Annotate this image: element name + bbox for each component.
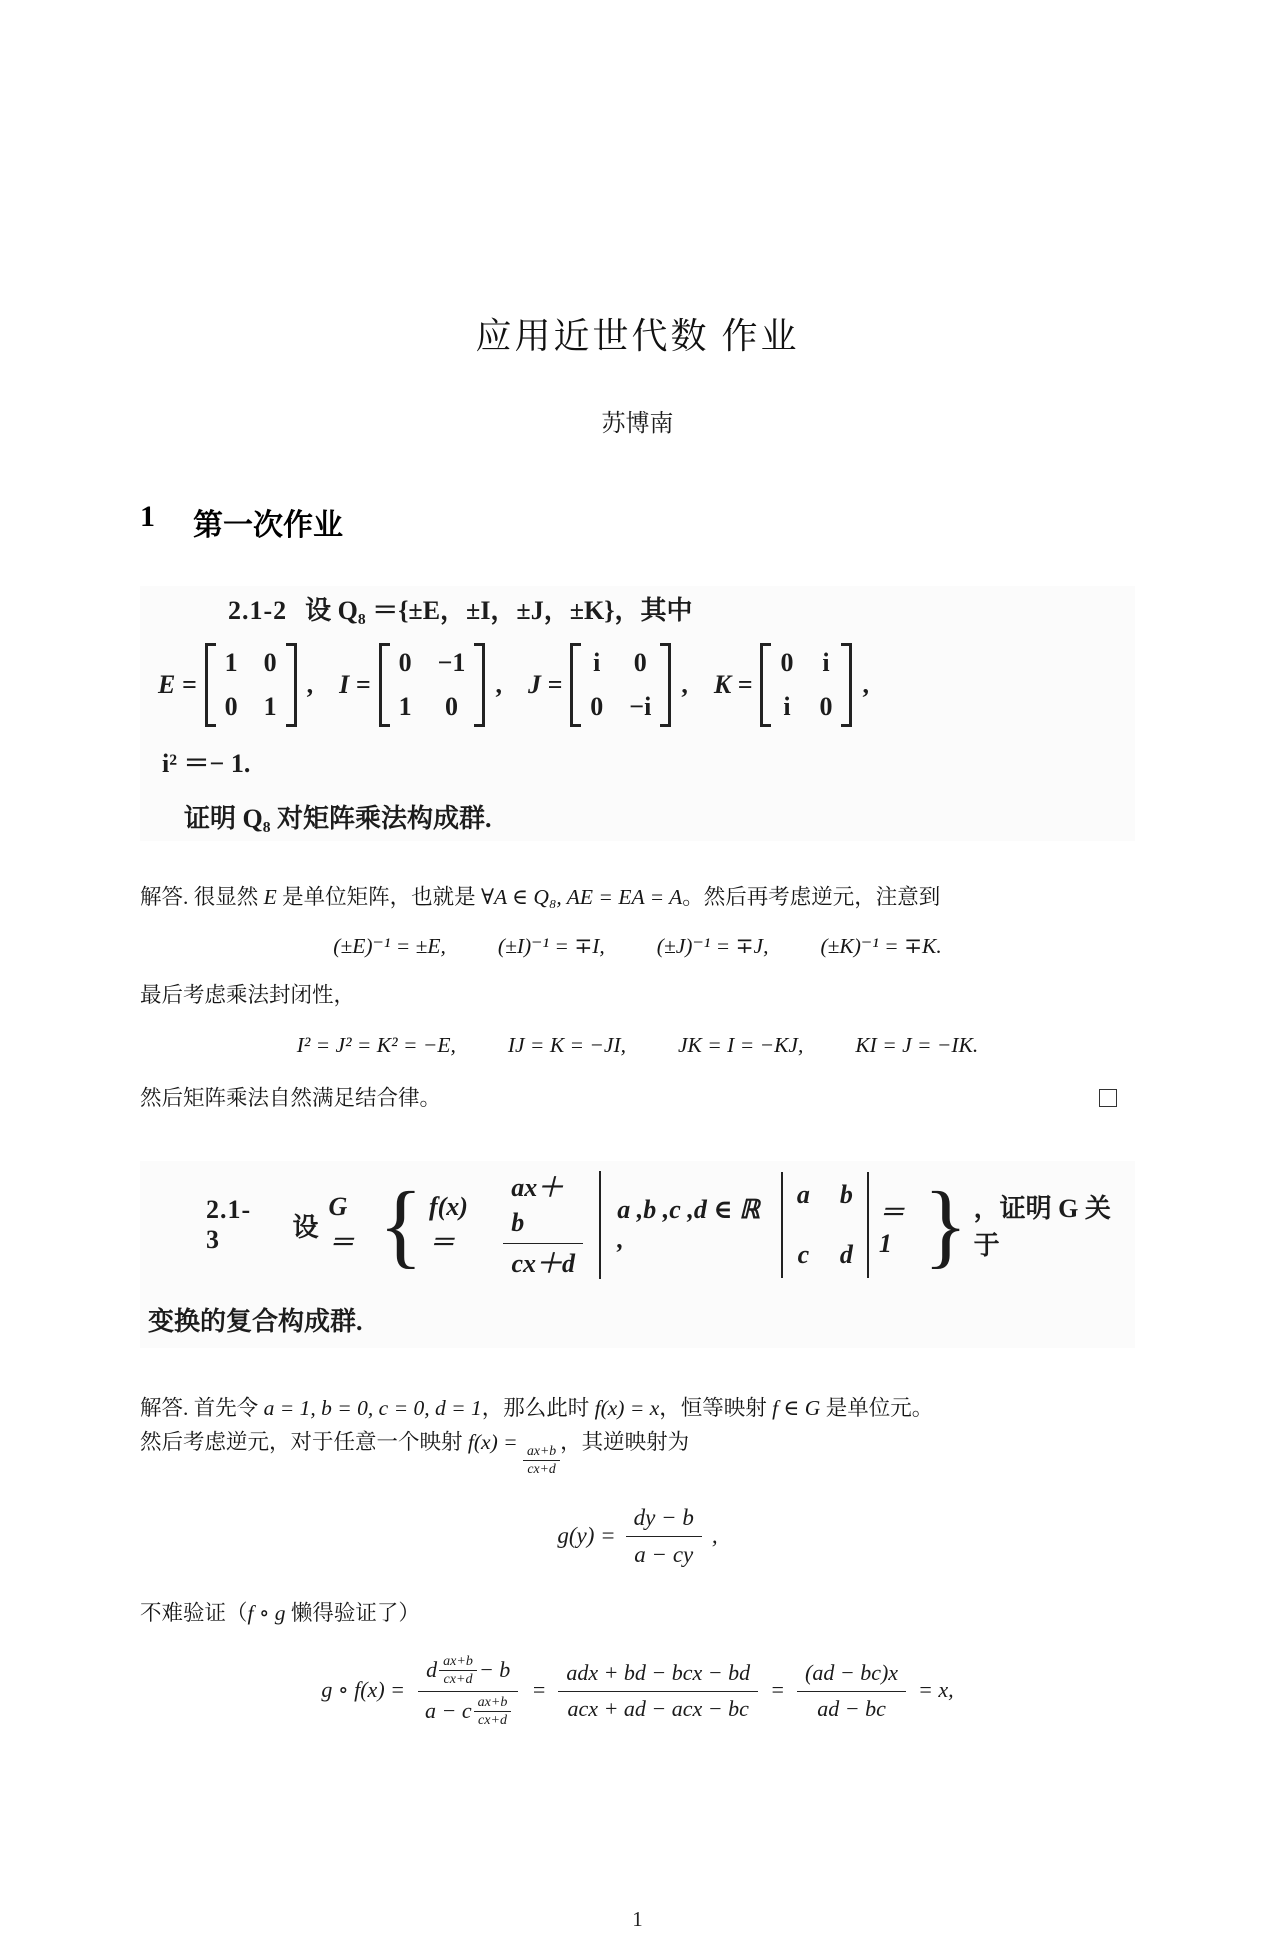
matrix-separator: , — [862, 670, 869, 699]
fraction-dy-b — [626, 1501, 702, 1570]
determinant-entry: d — [839, 1240, 853, 1270]
math-run: d — [426, 1657, 438, 1683]
matrix-entry: −1 — [437, 648, 466, 677]
fraction-denominator: a − cy — [634, 1542, 694, 1568]
matrix-entry: 0 — [633, 648, 647, 677]
matrix-body — [205, 643, 297, 727]
fraction-compound — [417, 1652, 519, 1729]
fraction-numerator: ax+b — [474, 1694, 512, 1712]
determinant — [781, 1172, 869, 1278]
matrix-entry: 0 — [224, 692, 238, 721]
text-run: 然后矩阵乘法自然满足结合律。 — [140, 1085, 442, 1110]
problem-2-1-3-statement-line2: 变换的复合构成群. — [148, 1307, 363, 1337]
determinant-entry: a — [796, 1180, 810, 1210]
fraction-denominator: cx＋d — [511, 1249, 575, 1279]
matrix-entry: 0 — [590, 692, 604, 721]
solution-2-1-2-paragraph-1 — [140, 881, 1135, 914]
page-number: 1 — [632, 1907, 643, 1931]
math-run: ＝1 — [878, 1197, 905, 1258]
fraction-denominator — [417, 1692, 519, 1729]
page-content — [0, 308, 1275, 1728]
text-run: 然后考虑逆元，对于任意一个映射 — [140, 1429, 468, 1454]
text-run: 懒得验证了） — [285, 1600, 420, 1625]
i-squared-line: i² ＝− 1. — [162, 749, 251, 778]
problem-label: 2.1-2 — [228, 596, 288, 625]
text-run: 是单位元。 — [820, 1396, 934, 1421]
math-run: ∀A ∈ Q₈, AE = EA = A — [481, 885, 683, 909]
fraction-simplified — [797, 1657, 906, 1723]
equation-lhs: g ∘ f(x) = — [321, 1677, 405, 1703]
matrix-entry: 0 — [780, 648, 794, 677]
bracket-right — [660, 643, 671, 727]
fraction-denominator: acx + ad − acx − bc — [567, 1695, 749, 1721]
equals-sign: = — [770, 1677, 786, 1703]
fraction-ax-b-cx-d — [503, 1169, 583, 1281]
equation-term: KI = J = −IK. — [855, 1032, 979, 1057]
math-run: a = 1, b = 0, c = 0, d = 1 — [263, 1396, 482, 1421]
section-title: 第一次作业 — [193, 509, 343, 542]
matrix-body — [379, 643, 486, 727]
text-run: 解答. 很显然 — [140, 885, 264, 909]
equation-tail: = x, — [918, 1677, 954, 1703]
matrix-separator: , — [681, 670, 688, 699]
section-number: 1 — [140, 500, 155, 533]
math-run: E — [263, 885, 277, 909]
matrix-E — [158, 643, 313, 727]
fraction-numerator: ax+b — [439, 1653, 477, 1671]
fraction-numerator: (ad − bc)x — [797, 1657, 906, 1692]
equation-term: (±K)⁻¹ = ∓K. — [820, 934, 942, 959]
solution-2-1-2-conclusion — [140, 1082, 1135, 1115]
matrix-entry: i — [593, 648, 601, 677]
matrix-entry: 0 — [398, 648, 412, 677]
fraction-expanded — [558, 1657, 758, 1723]
matrix-entry: i — [783, 692, 791, 721]
bracket-left — [570, 643, 581, 727]
fraction-denominator: cx+d — [478, 1711, 508, 1728]
fraction-numerator — [418, 1652, 518, 1692]
text-run: ，恒等映射 — [659, 1396, 773, 1421]
bracket-left — [379, 643, 390, 727]
equation-term: I² = J² = K² = −E, — [296, 1032, 456, 1057]
math-run: a − c — [425, 1698, 472, 1724]
matrix-entry: 0 — [819, 692, 833, 721]
section-heading — [140, 500, 1135, 544]
equation-lhs: g(y) = — [557, 1522, 616, 1548]
equation-term: (±J)⁻¹ = ∓J, — [656, 934, 769, 959]
text-run: ，其逆映射为 — [560, 1429, 690, 1454]
matrix-J — [528, 643, 688, 727]
determinant-entry: b — [839, 1180, 853, 1210]
determinant-entry: c — [797, 1240, 810, 1270]
text-run: 。然后再考虑逆元，注意到 — [682, 885, 941, 909]
bracket-right — [474, 643, 485, 727]
inline-fraction — [439, 1653, 477, 1688]
solution-2-1-2-paragraph-2: 最后考虑乘法封闭性， — [140, 983, 356, 1008]
equation-term: JK = I = −KJ, — [678, 1032, 804, 1057]
verification-note — [140, 1597, 1135, 1630]
bracket-left — [760, 643, 771, 727]
matrix-name: J = — [527, 670, 563, 699]
bracket-left — [205, 643, 216, 727]
fraction-numerator: dy − b — [626, 1501, 702, 1537]
equation-term: (±E)⁻¹ = ±E, — [333, 934, 446, 959]
equation-inverse-map — [140, 1501, 1135, 1570]
matrix-entry: −i — [629, 692, 652, 721]
math-run: f(x) = x — [594, 1396, 660, 1421]
set-condition-bar — [599, 1171, 601, 1279]
fraction-numerator: ax＋b — [503, 1169, 583, 1244]
problem-label: 2.1-3 — [206, 1195, 252, 1255]
inline-fraction — [523, 1443, 560, 1477]
math-run: f ∈ G — [772, 1396, 821, 1421]
math-run: a ,b ,c ,d ∈ ℝ , — [617, 1195, 760, 1255]
matrix-separator: , — [495, 670, 502, 699]
equation-term: (±I)⁻¹ = ∓I, — [497, 934, 605, 959]
matrix-entry: 0 — [263, 648, 277, 677]
fraction-denominator: cx+d — [443, 1670, 473, 1687]
problem-statement-text: 设 Q₈ ＝{±E，±I，±J，±K}，其中 — [305, 596, 693, 625]
qed-box — [1099, 1089, 1117, 1107]
math-run: G＝ — [328, 1191, 355, 1257]
document-title: 应用近世代数 作业 — [475, 316, 800, 356]
problem-2-1-2-statement — [140, 590, 1135, 627]
bracket-right — [841, 643, 852, 727]
math-run: f ∘ g — [247, 1600, 286, 1625]
equation-composition — [140, 1652, 1135, 1729]
document-page — [0, 308, 1275, 1958]
equation-term: IJ = K = −JI, — [507, 1032, 627, 1057]
problem-2-1-3 — [140, 1161, 1135, 1348]
equals-sign: = — [531, 1677, 547, 1703]
matrix-body — [570, 643, 671, 727]
matrix-separator: , — [306, 670, 314, 699]
document-author: 苏博南 — [601, 411, 674, 437]
text-run: 解答. 首先令 — [140, 1396, 264, 1421]
text-run: 设 — [292, 1212, 319, 1242]
text-run: 不难验证（ — [140, 1600, 248, 1625]
text-run: 是单位矩阵，也就是 — [276, 885, 482, 909]
equation-inverses — [140, 934, 1135, 959]
equation-closure — [140, 1033, 1135, 1058]
bracket-right — [286, 643, 297, 727]
equation-tail: , — [711, 1522, 718, 1548]
problem-2-1-2 — [140, 586, 1135, 841]
matrix-definitions-row — [140, 643, 1135, 727]
matrix-I — [339, 643, 502, 727]
fraction-numerator: adx + bd − bcx − bd — [558, 1657, 758, 1692]
text-run: ，证明 G 关于 — [973, 1194, 1111, 1261]
matrix-entry: 1 — [224, 648, 238, 677]
matrix-name: E = — [158, 670, 197, 699]
fraction-denominator: cx+d — [527, 1460, 556, 1476]
matrix-K — [714, 643, 869, 727]
solution-2-1-3-paragraph-1 — [140, 1392, 1135, 1477]
text-run: ，那么此时 — [481, 1396, 595, 1421]
math-run: − b — [478, 1657, 511, 1683]
math-run: f(x) = — [467, 1429, 518, 1454]
math-run: f(x)＝ — [428, 1191, 468, 1257]
inline-fraction — [474, 1694, 512, 1729]
matrix-entry: 1 — [398, 692, 412, 721]
fraction-numerator: ax+b — [523, 1443, 560, 1461]
proof-request-line: 证明 Q₈ 对矩阵乘法构成群. — [184, 804, 492, 833]
matrix-entry: 1 — [263, 692, 277, 721]
fraction-denominator: ad − bc — [817, 1695, 886, 1721]
matrix-entry: i — [822, 648, 830, 677]
problem-2-1-3-statement: 2.1-3 设 G＝ { f(x)＝ $\frac{ax+b}{cx+d}$ a ,b ,c ,d ∈ ℝ , a b c d ＝1 } ，证明 G 关于 — [140, 1169, 1135, 1281]
matrix-entry: 0 — [445, 692, 459, 721]
matrix-name: K = — [713, 670, 753, 699]
matrix-body — [760, 643, 852, 727]
matrix-name: I = — [339, 670, 371, 699]
